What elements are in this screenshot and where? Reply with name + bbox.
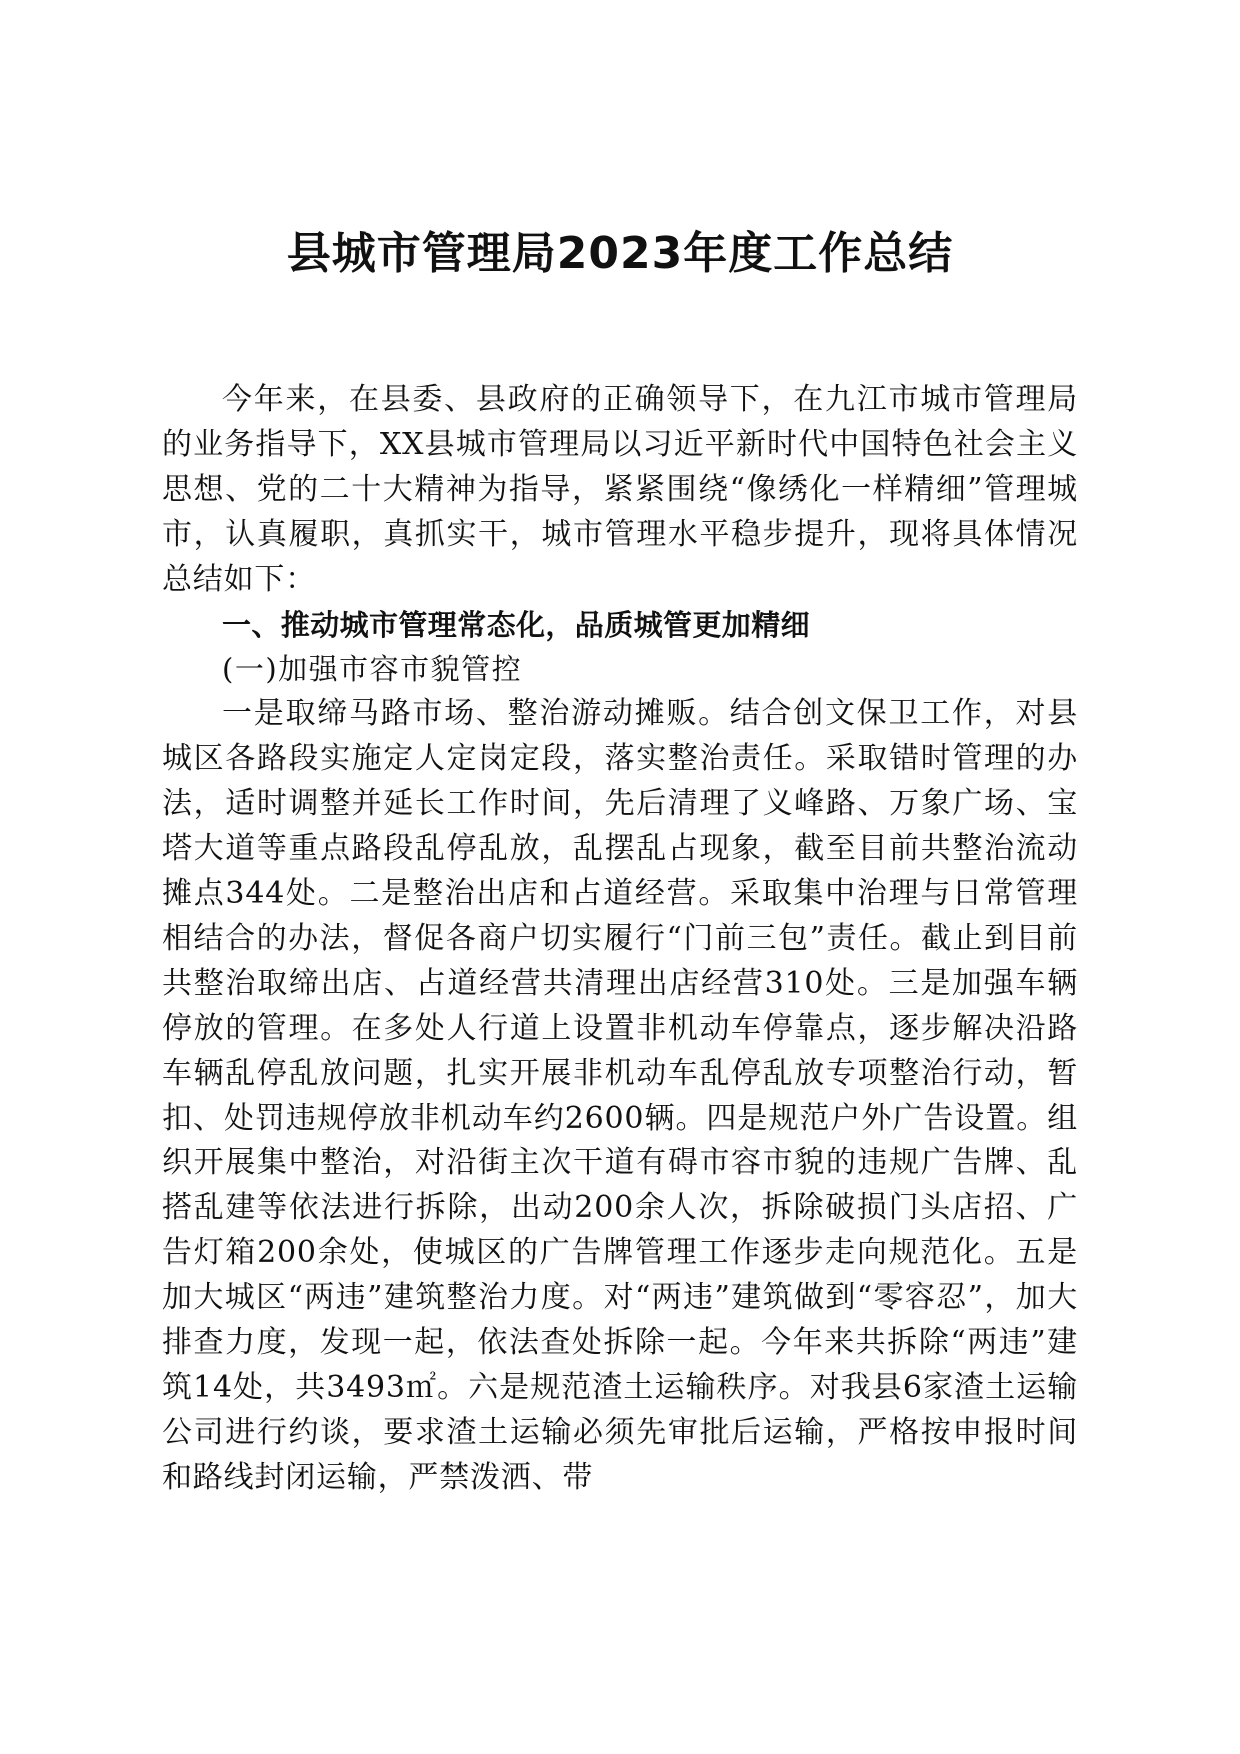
intro-paragraph: 今年来，在县委、县政府的正确领导下，在九江市城市管理局的业务指导下，XX县城市管理局以习近平新时代中国特色社会主义思想、党的二十大精神为指导，紧紧围绕“像绣化一样精细”管理城市，认真履职，真抓实干，城市管理水平稳步提升，现将具体情况总结如下：: [162, 382, 1078, 597]
section-heading: 一、推动城市管理常态化，品质城管更加精细: [222, 607, 811, 642]
document-title: 县城市管理局2023年度工作总结: [286, 228, 954, 279]
document-body: [162, 378, 1078, 1501]
body-paragraph: 一是取缔马路市场、整治游动摊贩。结合创文保卫工作，对县城区各路段实施定人定岗定段，落实整治责任。采取错时管理的办法，适时调整并延长工作时间，先后清理了义峰路、万象广场、宝塔大道等重点路段乱停乱放，乱摆乱占现象，截至目前共整治流动摊点344处。二是整治出店和占道经营。采取集中治理与日常管理相结合的办法，督促各商户切实履行“门前三包”责任。截止到目前共整治取缔出店、占道经营共清理出店经营310处。三是加强车辆停放的管理。在多处人行道上设置非机动车停靠点，逐步解决沿路车辆乱停乱放问题，扎实开展非机动车乱停乱放专项整治行动，暂扣、处罚违规停放非机动车约2600辆。四是规范户外广告设置。组织开展集中整治，对沿街主次干道有碍市容市貌的违规广告牌、乱搭乱建等依法进行拆除，出动200余人次，拆除破损门头店招、广告灯箱200余处，使城区的广告牌管理工作逐步走向规范化。五是加大城区“两违”建筑整治力度。对“两违”建筑做到“零容忍”，加大排查力度，发现一起，依法查处拆除一起。今年来共拆除“两违”建筑14处，共3493㎡。六是规范渣土运输秩序。对我县6家渣土运输公司进行约谈，要求渣土运输必须先审批后运输，严格按申报时间和路线封闭运输，严禁泼洒、带: [162, 696, 1078, 1495]
subsection-heading: (一)加强市容市貌管控: [222, 652, 523, 687]
